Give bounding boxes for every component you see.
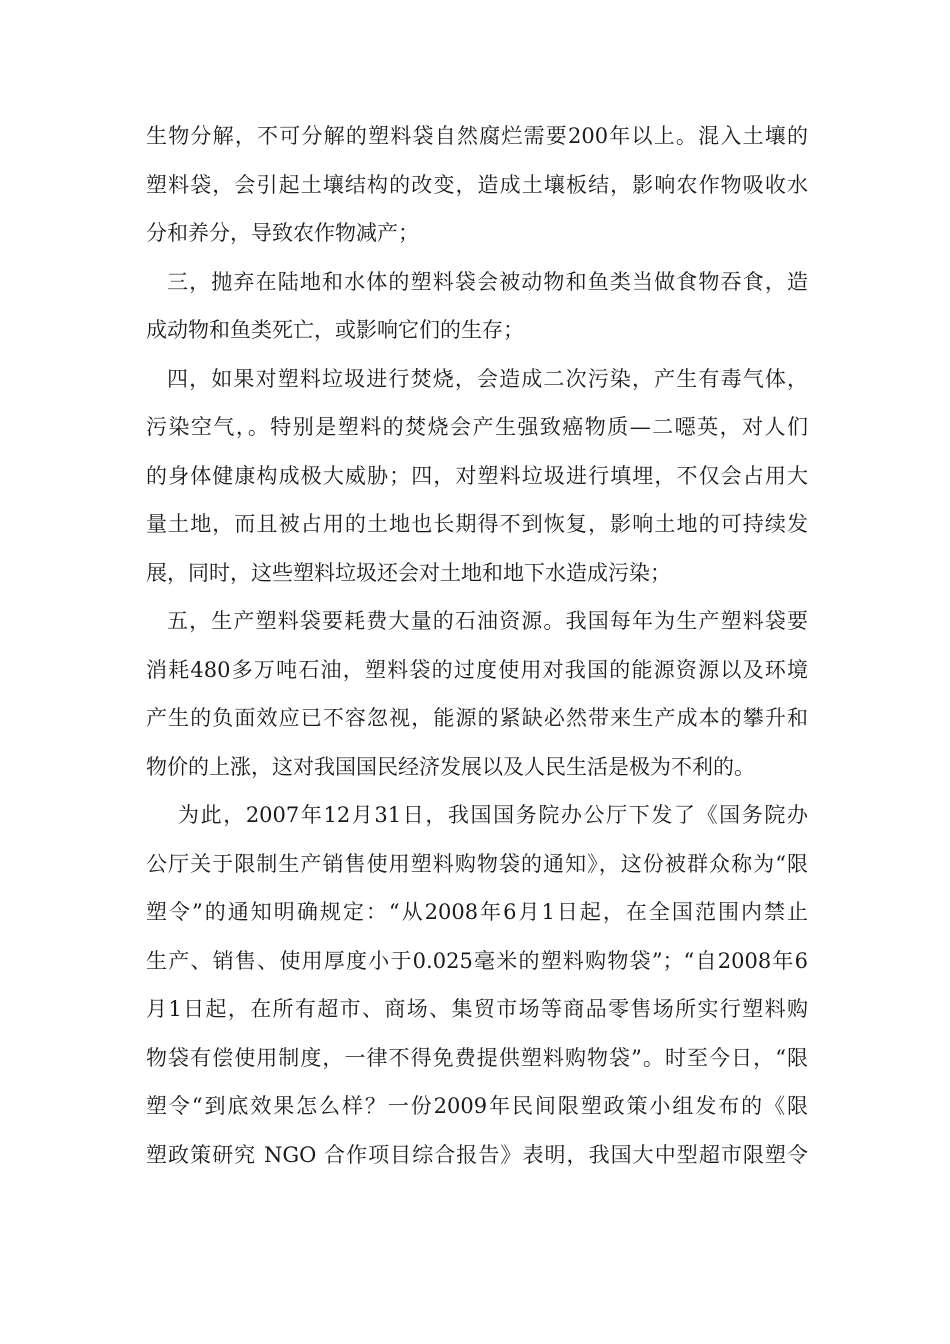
text-line: 三，抛弃在陆地和水体的塑料袋会被动物和鱼类当做食物吞食，造: [167, 269, 808, 294]
text-line: 物价的上涨，这对我国国民经济发展以及人民生活是极为不利的。: [146, 754, 755, 779]
text-line: 生物分解，不可分解的塑料袋自然腐烂需要200年以上。混入土壤的: [146, 124, 808, 148]
text-line: 塑令”的通知明确规定：“从2008年6月1日起，在全国范围内禁止: [146, 900, 808, 924]
document-body: [146, 112, 808, 1179]
text-line: 展，同时，这些塑料垃圾还会对土地和地下水造成污染；: [146, 560, 671, 585]
text-line: 为此，2007年12月31日，我国国务院办公厅下发了《国务院办: [178, 803, 808, 827]
text-line: 消耗480多万吨石油，塑料袋的过度使用对我国的能源资源以及环境: [146, 657, 808, 682]
text-line: 塑料袋，会引起土壤结构的改变，造成土壤板结，影响农作物吸收水: [146, 172, 808, 197]
text-line: 分和养分，导致农作物减产；: [146, 221, 419, 245]
text-line: 公厅关于限制生产销售使用塑料购物袋的通知》，这份被群众称为“限: [146, 851, 808, 876]
text-line: 的身体健康构成极大威胁；四，对塑料垃圾进行填埋，不仅会占用大: [146, 463, 808, 488]
text-line: 量土地，而且被占用的土地也长期得不到恢复，影响土地的可持续发: [146, 512, 808, 536]
text-line: 四，如果对塑料垃圾进行焚烧，会造成二次污染，产生有毒气体，: [167, 366, 808, 391]
text-line: 塑令“到底效果怎么样？一份2009年民间限塑政策小组发布的《限: [146, 1094, 808, 1118]
text-line: 污染空气，。特别是塑料的焚烧会产生强致癌物质—二噁英，对人们: [146, 415, 808, 439]
text-line: 生产、销售、使用厚度小于0.025毫米的塑料购物袋”；“自2008年6: [146, 948, 808, 973]
text-line: 产生的负面效应已不容忽视，能源的紧缺必然带来生产成本的攀升和: [146, 706, 808, 730]
text-line: 物袋有偿使用制度，一律不得免费提供塑料购物袋”。时至今日，“限: [146, 1045, 808, 1070]
text-line: 成动物和鱼类死亡，或影响它们的生存；: [146, 318, 524, 342]
text-line: 五，生产塑料袋要耗费大量的石油资源。我国每年为生产塑料袋要: [167, 609, 808, 633]
text-line: 月1日起，在所有超市、商场、集贸市场等商品零售场所实行塑料购: [146, 997, 808, 1021]
text-line: 塑政策研究 NGO 合作项目综合报告》表明，我国大中型超市限塑令: [146, 1142, 808, 1167]
